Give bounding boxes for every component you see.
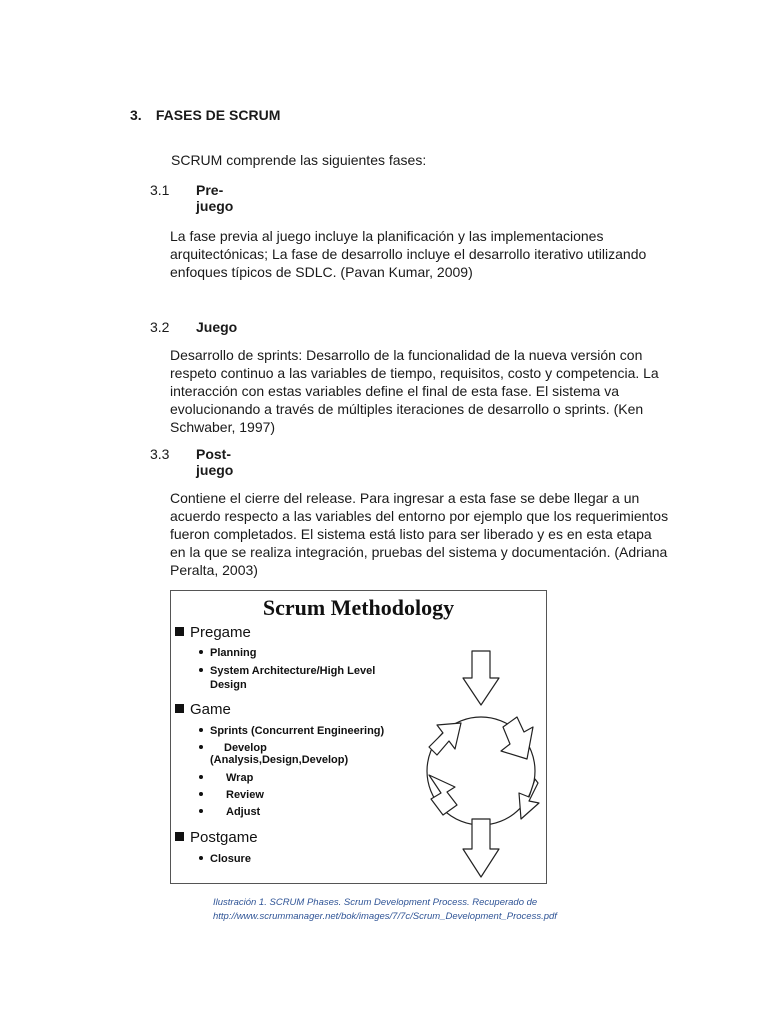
figure-heading-postgame: [175, 829, 258, 846]
figure-item-label: Review: [226, 789, 264, 801]
figure-item-label: Develop: [224, 742, 267, 754]
figure-item: [199, 805, 260, 819]
paragraph-line: Contiene el cierre del release. Para ingresar a esta fase se debe llegar a un: [170, 490, 640, 506]
paragraph-line: acuerdo respecto a las variables del entorno por ejemplo que los requerimientos: [170, 508, 669, 524]
figure-item-label: Sprints (Concurrent Engineering): [210, 725, 385, 737]
paragraph-juego: [170, 346, 670, 436]
subsection-title: Pre-juego: [196, 182, 234, 214]
paragraph-line: Peralta, 2003): [170, 562, 258, 578]
cycle-arrow-icon: [429, 723, 461, 755]
paragraph-line: evolucionando a través de múltiples iteraciones de desarrollo o sprints. (Ken: [170, 401, 644, 417]
paragraph-line: respeto continuo a las variables de tiempo, requisitos, costo y competencia. La: [170, 365, 659, 381]
figure-item-continuation: Design: [210, 679, 247, 691]
subsection-title: Post-juego: [196, 446, 234, 478]
figure-heading-label: Postgame: [190, 829, 258, 846]
figure-item-label: Planning: [210, 647, 257, 659]
section-number: 3.: [130, 107, 142, 123]
figure-item: [199, 771, 253, 785]
figure-item-label: Closure: [210, 853, 251, 865]
paragraph-line: La fase previa al juego incluye la planificación y las implementaciones: [170, 228, 604, 244]
figure-item: [199, 788, 264, 802]
paragraph-line: enfoques típicos de SDLC. (Pavan Kumar, 2009): [170, 264, 473, 280]
figure-heading-label: Game: [190, 701, 231, 718]
bullet-icon: [199, 745, 203, 749]
intro-text: SCRUM comprende las siguientes fases:: [171, 152, 427, 168]
figure-heading-label: Pregame: [190, 624, 251, 641]
figure-item: [199, 724, 384, 738]
bullet-icon: [199, 775, 203, 779]
square-bullet-icon: [175, 832, 184, 841]
down-arrow-icon: [463, 819, 499, 877]
paragraph-line: interacción con estas variables define el final de esta fase. El sistema va: [170, 383, 620, 399]
down-arrow-icon: [463, 651, 499, 705]
cycle-arrow-icon: [519, 779, 539, 819]
bullet-icon: [199, 792, 203, 796]
paragraph-line: en la que se realiza integración, pruebas del sistema y documentación. (Adriana: [170, 544, 668, 560]
square-bullet-icon: [175, 627, 184, 636]
figure-item-label: Adjust: [226, 806, 261, 818]
bullet-icon: [199, 809, 203, 813]
figure-title: Scrum Methodology: [262, 595, 455, 620]
figure-heading-pregame: [175, 624, 251, 641]
figure-heading-game: [175, 701, 231, 718]
paragraph-line: Schwaber, 1997): [170, 419, 276, 435]
subsection-number: 3.1: [150, 182, 170, 198]
section-heading: [130, 107, 280, 123]
bullet-icon: [199, 856, 203, 860]
sprint-cycle-diagram: [421, 647, 541, 883]
paragraph-post-juego: [170, 489, 670, 579]
square-bullet-icon: [175, 704, 184, 713]
figure-item-label: Wrap: [226, 772, 254, 784]
bullet-icon: [199, 650, 203, 654]
figure-caption: [213, 896, 557, 924]
figure-item-label: System Architecture/High Level: [210, 665, 376, 677]
bullet-icon: [199, 728, 203, 732]
bullet-icon: [199, 668, 203, 672]
section-title: FASES DE SCRUM: [155, 107, 281, 123]
paragraph-line: arquitectónicas; La fase de desarrollo incluye el desarrollo iterativo utilizando: [170, 246, 647, 262]
figure-item-continuation: (Analysis,Design,Develop): [210, 754, 349, 766]
subsection-number: 3.3: [150, 446, 170, 462]
paragraph-line: fueron completados. El sistema está listo para ser liberado y es en esta etapa: [170, 526, 652, 542]
caption-line: http://www.scrummanager.net/bok/images/7/7c/Scrum_Development_Process.pdf: [213, 911, 557, 922]
subsection-number: 3.2: [150, 319, 170, 335]
figure-item: [199, 664, 375, 678]
figure-item: [199, 852, 251, 866]
caption-line: Ilustración 1. SCRUM Phases. Scrum Development Process. Recuperado de: [213, 897, 538, 908]
figure-item: [199, 646, 256, 660]
subsection-title: Juego: [196, 319, 238, 335]
paragraph-pre-juego: [170, 227, 670, 281]
scrum-methodology-figure: [170, 590, 547, 884]
paragraph-line: Desarrollo de sprints: Desarrollo de la funcionalidad de la nueva versión con: [170, 347, 643, 363]
